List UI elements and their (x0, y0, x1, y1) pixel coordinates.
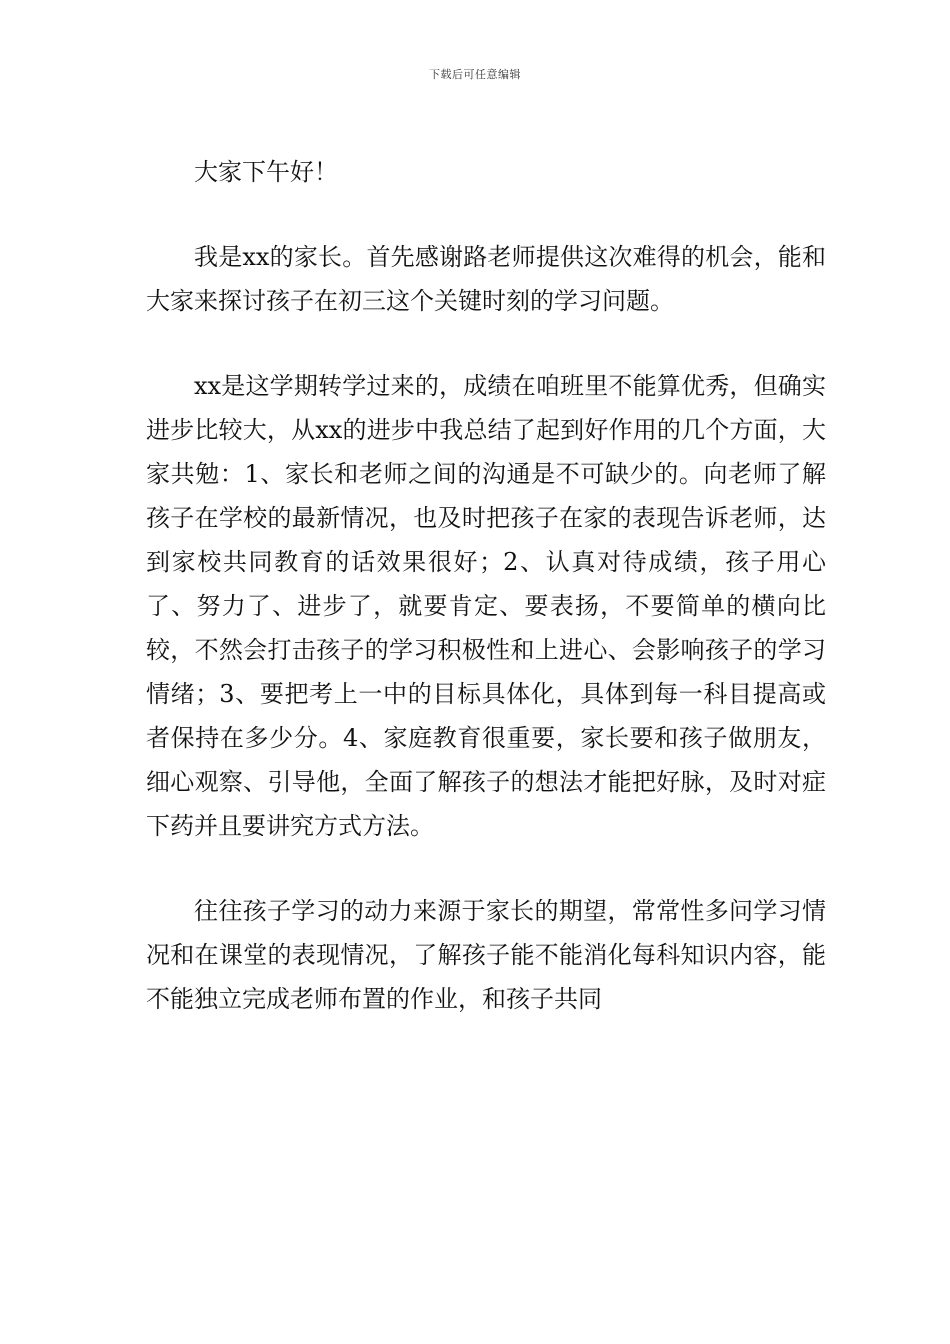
greeting-paragraph: 大家下午好！ (194, 158, 338, 186)
page-header: 下载后可任意编辑 (429, 68, 521, 81)
intro-paragraph: 我是xx的家长。首先感谢路老师提供这次难得的机会，能和大家来探讨孩子在初三这个关键时刻的学习问题。 (146, 243, 826, 315)
closing-paragraph: 往往孩子学习的动力来源于家长的期望，常常性多问学习情况和在课堂的表现情况，了解孩子能不能消化每科知识内容，能不能独立完成老师布置的作业，和孩子共同 (146, 897, 826, 1013)
main-paragraph: xx是这学期转学过来的，成绩在咱班里不能算优秀，但确实进步比较大，从xx的进步中我总结了起到好作用的几个方面，大家共勉：1、家长和老师之间的沟通是不可缺少的。向老师了解孩子在学校的最新情况，也及时把孩子在家的表现告诉老师，达到家校共同教育的话效果很好；2、认真对待成绩，孩子用心了、努力了、进步了，就要肯定、要表扬，不要简单的横向比较，不然会打击孩子的学习积极性和上进心、会影响孩子的学习情绪；3、要把考上一中的目标具体化，具体到每一科目提高或者保持在多少分。4、家庭教育很重要，家长要和孩子做朋友，细心观察、引导他，全面了解孩子的想法才能把好脉，及时对症下药并且要讲究方式方法。 (146, 372, 826, 840)
document-body (146, 150, 826, 1021)
